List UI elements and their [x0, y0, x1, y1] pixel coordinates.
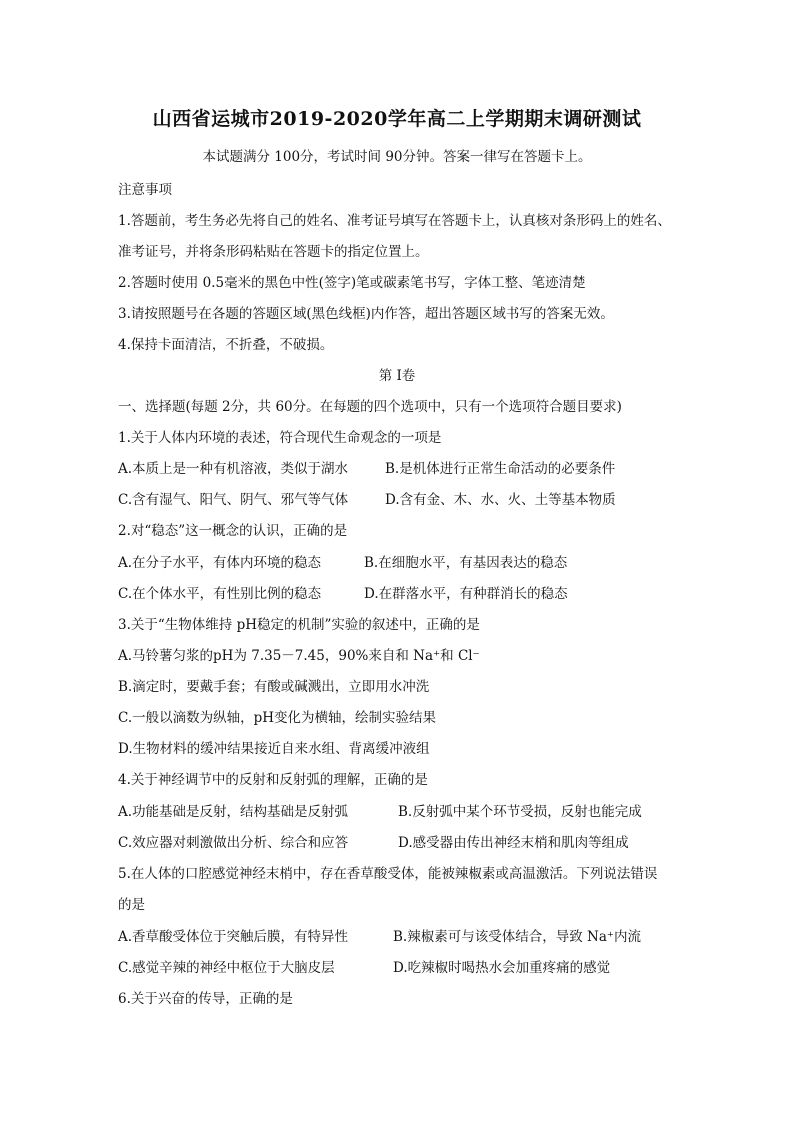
question-stem: 6.关于兴奋的传导，正确的是 [118, 991, 293, 1007]
question-stem: 5.在人体的口腔感觉神经末梢中，存在香草酸受体，能被辣椒素或高温激活。下列说法错误 [118, 866, 658, 882]
notes-heading: 注意事项 [118, 182, 172, 198]
note-item: 2.答题时使用 0.5毫米的黑色中性(签字)笔或碳素笔书写，字体工整、笔迹清楚 [118, 275, 586, 291]
section-instructions: 一、选择题(每题 2分，共 60分。在每题的四个选项中，只有一个选项符合题目要求) [118, 399, 622, 415]
option-a: A.功能基础是反射，结构基础是反射弧 [118, 804, 349, 820]
option-a: A.本质上是一种有机溶液，类似于湖水 [118, 461, 349, 477]
option-b: B.滴定时，要戴手套；有酸或碱溅出，立即用水冲洗 [118, 679, 430, 695]
option-b: B.反射弧中某个环节受损，反射也能完成 [398, 804, 642, 820]
note-item: 准考证号，并将条形码粘贴在答题卡的指定位置上。 [118, 244, 429, 260]
option-a: A.香草酸受体位于突触后膜，有特异性 [118, 929, 349, 945]
option-b: B.是机体进行正常生命活动的必要条件 [385, 461, 616, 477]
question-stem: 2.对“稳态”这一概念的认识，正确的是 [118, 523, 348, 539]
option-c: C.效应器对刺激做出分析、综合和应答 [118, 835, 349, 851]
option-a: A.在分子水平，有体内环境的稳态 [118, 555, 322, 571]
exam-title: 山西省运城市2019-2020学年高二上学期期末调研测试 [152, 108, 642, 130]
section-label: 第 I卷 [378, 368, 416, 384]
option-d: D.含有金、木、水、火、土等基本物质 [385, 492, 616, 508]
option-d: D.吃辣椒时喝热水会加重疼痛的感觉 [393, 960, 611, 976]
option-a: A.马铃薯匀浆的pH为 7.35－7.45，90%来自和 Na⁺和 Cl⁻ [118, 648, 480, 664]
option-c: C.含有湿气、阳气、阴气、邪气等气体 [118, 492, 349, 508]
option-c: C.一般以滴数为纵轴，pH变化为横轴，绘制实验结果 [118, 710, 437, 726]
option-c: C.感觉辛辣的神经中枢位于大脑皮层 [118, 960, 335, 976]
note-item: 3.请按照题号在各题的答题区域(黑色线框)内作答，超出答题区域书写的答案无效。 [118, 306, 614, 322]
exam-subtitle: 本试题满分 100分，考试时间 90分钟。答案一律写在答题卡上。 [202, 149, 592, 165]
option-d: D.在群落水平，有种群消长的稳态 [364, 586, 568, 602]
note-item: 1.答题前，考生务必先将自己的姓名、准考证号填写在答题卡上，认真核对条形码上的姓名、 [118, 213, 671, 229]
question-stem-continued: 的是 [118, 897, 145, 913]
question-stem: 1.关于人体内环境的表述，符合现代生命观念的一项是 [118, 430, 442, 446]
option-c: C.在个体水平，有性别比例的稳态 [118, 586, 322, 602]
question-stem: 3.关于“生物体维持 pH稳定的机制”实验的叙述中，正确的是 [118, 617, 480, 633]
question-stem: 4.关于神经调节中的反射和反射弧的理解，正确的是 [118, 772, 428, 788]
option-d: D.感受器由传出神经末梢和肌肉等组成 [398, 835, 629, 851]
option-b: B.辣椒素可与该受体结合，导致 Na⁺内流 [393, 929, 641, 945]
note-item: 4.保持卡面清洁，不折叠，不破损。 [118, 337, 334, 353]
option-b: B.在细胞水平，有基因表达的稳态 [364, 555, 568, 571]
option-d: D.生物材料的缓冲结果接近自来水组、背离缓冲液组 [118, 741, 430, 757]
